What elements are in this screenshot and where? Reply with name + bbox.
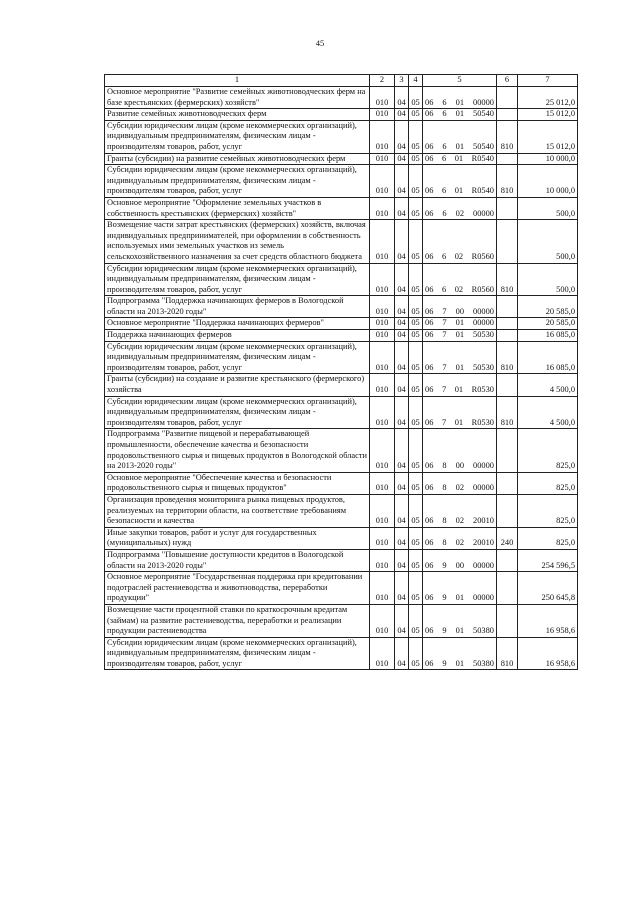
target-article-part: 50530 — [473, 330, 494, 340]
target-article-part: 01 — [455, 109, 464, 119]
table-header-row — [105, 75, 578, 87]
row-subsection-code: 05 — [409, 165, 423, 198]
column-header-7: 7 — [518, 75, 578, 87]
table-row — [105, 549, 578, 571]
row-ved-code: 010 — [370, 330, 395, 342]
target-article-part: 06 — [425, 516, 434, 526]
target-article-part: 00000 — [473, 97, 494, 107]
row-name: Подпрограмма "Развитие пищевой и перерабатывающей промышленности, обеспечение качества и безопасности продовольственного сырья и пищевых продуктов в Вологодской области на 2013-2020 годы" — [105, 429, 370, 472]
target-article-part: 7 — [441, 385, 447, 395]
row-target-article — [423, 109, 497, 121]
row-expense-type — [497, 197, 518, 219]
target-article-part: 02 — [455, 483, 464, 493]
row-section-code: 04 — [395, 341, 409, 374]
table-row — [105, 572, 578, 605]
row-section-code: 04 — [395, 429, 409, 472]
row-name: Основное мероприятие "Поддержка начинающих фермеров" — [105, 318, 370, 330]
row-subsection-code: 05 — [409, 637, 423, 670]
target-article-part: 06 — [425, 626, 434, 636]
target-article-part: 02 — [454, 284, 464, 294]
target-article-part: 8 — [442, 483, 447, 493]
row-target-article — [423, 87, 497, 109]
row-expense-type — [497, 153, 518, 165]
target-article-part: 01 — [455, 658, 464, 668]
row-section-code: 04 — [395, 263, 409, 296]
row-ved-code: 010 — [370, 165, 395, 198]
target-article-part: 00000 — [473, 306, 494, 316]
row-ved-code: 010 — [370, 494, 395, 527]
row-subsection-code: 05 — [409, 527, 423, 549]
row-name: Поддержка начинающих фермеров — [105, 330, 370, 342]
table-row — [105, 197, 578, 219]
row-section-code: 04 — [395, 604, 409, 637]
row-amount: 16 085,0 — [518, 330, 578, 342]
target-article-part: 02 — [454, 251, 464, 261]
row-target-article — [423, 572, 497, 605]
row-amount: 500,0 — [518, 220, 578, 263]
column-header-4: 4 — [409, 75, 423, 87]
row-amount: 16 958,6 — [518, 604, 578, 637]
row-amount: 500,0 — [518, 197, 578, 219]
table-body — [105, 87, 578, 670]
target-article-part: 01 — [455, 593, 464, 603]
row-name: Субсидии юридическим лицам (кроме некоммерческих организаций), индивидуальным предпринимателям, физическим лицам - производителям товаров, работ, услуг — [105, 637, 370, 670]
target-article-part: 9 — [442, 626, 447, 636]
target-article-part: 7 — [441, 417, 447, 427]
table-row — [105, 374, 578, 396]
table-row — [105, 120, 578, 153]
table-row — [105, 330, 578, 342]
row-subsection-code: 05 — [409, 330, 423, 342]
target-article-part: 06 — [425, 109, 434, 119]
table-row — [105, 341, 578, 374]
target-article-part: 06 — [425, 417, 434, 427]
row-section-code: 04 — [395, 165, 409, 198]
table-row — [105, 220, 578, 263]
row-expense-type: 810 — [497, 341, 518, 374]
row-expense-type — [497, 109, 518, 121]
row-amount: 20 585,0 — [518, 318, 578, 330]
row-expense-type — [497, 494, 518, 527]
row-expense-type — [497, 472, 518, 494]
table-row — [105, 296, 578, 318]
row-ved-code: 010 — [370, 374, 395, 396]
row-expense-type — [497, 429, 518, 472]
row-subsection-code: 05 — [409, 374, 423, 396]
target-article-part: 8 — [442, 516, 447, 526]
row-ved-code: 010 — [370, 429, 395, 472]
row-expense-type: 810 — [497, 165, 518, 198]
row-subsection-code: 05 — [409, 87, 423, 109]
column-header-2: 2 — [370, 75, 395, 87]
target-article-part: R0530 — [471, 385, 494, 395]
target-article-part: 06 — [425, 330, 434, 340]
row-ved-code: 010 — [370, 318, 395, 330]
row-amount: 15 012,0 — [518, 109, 578, 121]
row-name: Гранты (субсидии) на развитие семейных животноводческих ферм — [105, 153, 370, 165]
row-name: Основное мероприятие "Обеспечение качества и безопасности продовольственного сырья и пищевых продуктов" — [105, 472, 370, 494]
row-amount: 500,0 — [518, 263, 578, 296]
row-subsection-code: 05 — [409, 396, 423, 429]
table-row — [105, 396, 578, 429]
row-section-code: 04 — [395, 220, 409, 263]
row-ved-code: 010 — [370, 296, 395, 318]
target-article-part: 06 — [425, 153, 434, 163]
row-name: Субсидии юридическим лицам (кроме некоммерческих организаций), индивидуальным предпринимателям, физическим лицам - производителям товаров, работ, услуг — [105, 263, 370, 296]
row-target-article — [423, 374, 497, 396]
row-expense-type — [497, 330, 518, 342]
target-article-part: R0560 — [471, 251, 494, 261]
row-ved-code: 010 — [370, 549, 395, 571]
target-article-part: 6 — [441, 284, 447, 294]
row-ved-code: 010 — [370, 396, 395, 429]
row-expense-type — [497, 296, 518, 318]
row-section-code: 04 — [395, 472, 409, 494]
row-section-code: 04 — [395, 330, 409, 342]
row-amount: 250 645,8 — [518, 572, 578, 605]
row-subsection-code: 05 — [409, 549, 423, 571]
target-article-part: 06 — [425, 362, 434, 372]
table-row — [105, 87, 578, 109]
row-target-article — [423, 527, 497, 549]
row-ved-code: 010 — [370, 572, 395, 605]
row-ved-code: 010 — [370, 87, 395, 109]
row-name: Основное мероприятие "Государственная поддержка при кредитовании подотраслей растениеводства и животноводства, переработки продукции" — [105, 572, 370, 605]
row-expense-type — [497, 374, 518, 396]
target-article-part: 06 — [425, 461, 434, 471]
row-amount: 254 596,5 — [518, 549, 578, 571]
target-article-part: 01 — [454, 385, 464, 395]
table-row — [105, 472, 578, 494]
target-article-part: 7 — [442, 330, 447, 340]
row-ved-code: 010 — [370, 120, 395, 153]
column-header-3: 3 — [395, 75, 409, 87]
row-ved-code: 010 — [370, 153, 395, 165]
row-expense-type: 810 — [497, 637, 518, 670]
target-article-part: 6 — [442, 109, 447, 119]
row-amount: 825,0 — [518, 494, 578, 527]
row-name: Организация проведения мониторинга рынка пищевых продуктов, реализуемых на территории области, на соответствие требованиям безопасности и качества — [105, 494, 370, 527]
row-section-code: 04 — [395, 109, 409, 121]
row-subsection-code: 05 — [409, 109, 423, 121]
row-ved-code: 010 — [370, 472, 395, 494]
row-subsection-code: 05 — [409, 604, 423, 637]
row-subsection-code: 05 — [409, 572, 423, 605]
row-target-article — [423, 296, 497, 318]
target-article-part: 20010 — [473, 516, 494, 526]
row-subsection-code: 05 — [409, 120, 423, 153]
row-section-code: 04 — [395, 197, 409, 219]
row-subsection-code: 05 — [409, 318, 423, 330]
row-target-article — [423, 637, 497, 670]
target-article-part: 06 — [425, 483, 434, 493]
table-row — [105, 165, 578, 198]
target-article-part: R0540 — [471, 153, 494, 163]
target-article-part: 01 — [454, 186, 464, 196]
target-article-part: 50380 — [473, 658, 494, 668]
target-article-part: 06 — [425, 208, 434, 218]
target-article-part: 06 — [425, 284, 434, 294]
row-subsection-code: 05 — [409, 220, 423, 263]
row-ved-code: 010 — [370, 637, 395, 670]
table-row — [105, 318, 578, 330]
target-article-part: 06 — [425, 560, 434, 570]
target-article-part: 02 — [455, 516, 464, 526]
target-article-part: R0530 — [471, 417, 494, 427]
row-subsection-code: 05 — [409, 494, 423, 527]
target-article-part: 50530 — [473, 362, 494, 372]
target-article-part: 20010 — [473, 538, 494, 548]
target-article-part: 06 — [425, 186, 434, 196]
row-ved-code: 010 — [370, 220, 395, 263]
row-subsection-code: 05 — [409, 341, 423, 374]
row-name: Субсидии юридическим лицам (кроме некоммерческих организаций), индивидуальным предпринимателям, физическим лицам - производителям товаров, работ, услуг — [105, 120, 370, 153]
target-article-part: 7 — [442, 306, 447, 316]
row-amount: 825,0 — [518, 527, 578, 549]
row-amount: 25 012,0 — [518, 87, 578, 109]
target-article-part: R0540 — [471, 186, 494, 196]
table-row — [105, 494, 578, 527]
target-article-part: 00000 — [473, 318, 494, 328]
row-subsection-code: 05 — [409, 296, 423, 318]
target-article-part: 7 — [442, 362, 447, 372]
target-article-part: 06 — [425, 385, 434, 395]
target-article-part: 01 — [455, 362, 464, 372]
row-name: Подпрограмма "Повышение доступности кредитов в Вологодской области на 2013-2020 годы" — [105, 549, 370, 571]
row-name: Субсидии юридическим лицам (кроме некоммерческих организаций), индивидуальным предпринимателям, физическим лицам - производителям товаров, работ, услуг — [105, 341, 370, 374]
target-article-part: 9 — [442, 560, 447, 570]
row-target-article — [423, 197, 497, 219]
row-section-code: 04 — [395, 296, 409, 318]
row-name: Развитие семейных животноводческих ферм — [105, 109, 370, 121]
row-amount: 10 000,0 — [518, 153, 578, 165]
row-ved-code: 010 — [370, 197, 395, 219]
row-name: Субсидии юридическим лицам (кроме некоммерческих организаций), индивидуальным предпринимателям, физическим лицам - производителям товаров, работ, услуг — [105, 396, 370, 429]
row-target-article — [423, 318, 497, 330]
row-expense-type: 810 — [497, 263, 518, 296]
target-article-part: 00000 — [473, 461, 494, 471]
row-name: Основное мероприятие "Оформление земельных участков в собственность крестьянских (фермерских) хозяйств" — [105, 197, 370, 219]
row-section-code: 04 — [395, 87, 409, 109]
target-article-part: 01 — [455, 97, 464, 107]
target-article-part: 9 — [442, 658, 447, 668]
row-name: Иные закупки товаров, работ и услуг для государственных (муниципальных) нужд — [105, 527, 370, 549]
row-expense-type — [497, 549, 518, 571]
target-article-part: 01 — [455, 626, 464, 636]
target-article-part: 6 — [442, 208, 447, 218]
row-subsection-code: 05 — [409, 472, 423, 494]
row-subsection-code: 05 — [409, 263, 423, 296]
column-header-1: 1 — [105, 75, 370, 87]
target-article-part: R0560 — [471, 284, 494, 294]
target-article-part: 00 — [455, 461, 464, 471]
row-amount: 16 958,6 — [518, 637, 578, 670]
row-amount: 20 585,0 — [518, 296, 578, 318]
page-number: 45 — [315, 38, 325, 48]
target-article-part: 00000 — [473, 593, 494, 603]
row-target-article — [423, 120, 497, 153]
row-section-code: 04 — [395, 572, 409, 605]
row-amount: 15 012,0 — [518, 120, 578, 153]
table-row — [105, 527, 578, 549]
target-article-part: 6 — [442, 141, 447, 151]
row-ved-code: 010 — [370, 109, 395, 121]
row-section-code: 04 — [395, 318, 409, 330]
row-section-code: 04 — [395, 527, 409, 549]
target-article-part: 6 — [441, 153, 447, 163]
row-amount: 825,0 — [518, 429, 578, 472]
target-article-part: 06 — [425, 141, 434, 151]
row-subsection-code: 05 — [409, 429, 423, 472]
budget-table — [104, 74, 578, 670]
row-section-code: 04 — [395, 120, 409, 153]
row-amount: 4 500,0 — [518, 396, 578, 429]
row-target-article — [423, 263, 497, 296]
table-row — [105, 153, 578, 165]
target-article-part: 8 — [442, 538, 447, 548]
column-header-6: 6 — [497, 75, 518, 87]
row-ved-code: 010 — [370, 341, 395, 374]
table-row — [105, 637, 578, 670]
target-article-part: 06 — [425, 538, 434, 548]
row-ved-code: 010 — [370, 263, 395, 296]
target-article-part: 8 — [442, 461, 447, 471]
target-article-part: 50380 — [473, 626, 494, 636]
target-article-part: 00000 — [473, 208, 494, 218]
row-expense-type — [497, 87, 518, 109]
row-expense-type — [497, 318, 518, 330]
row-name: Основное мероприятие "Развитие семейных животноводческих ферм на базе крестьянских (фермерских) хозяйств" — [105, 87, 370, 109]
row-target-article — [423, 604, 497, 637]
row-subsection-code: 05 — [409, 197, 423, 219]
row-expense-type: 810 — [497, 120, 518, 153]
row-target-article — [423, 165, 497, 198]
row-amount: 16 085,0 — [518, 341, 578, 374]
target-article-part: 9 — [442, 593, 447, 603]
row-expense-type: 810 — [497, 396, 518, 429]
row-expense-type — [497, 604, 518, 637]
row-target-article — [423, 494, 497, 527]
target-article-part: 01 — [454, 153, 464, 163]
row-target-article — [423, 549, 497, 571]
row-target-article — [423, 472, 497, 494]
column-header-5: 5 — [423, 75, 497, 87]
row-target-article — [423, 330, 497, 342]
row-section-code: 04 — [395, 549, 409, 571]
row-target-article — [423, 153, 497, 165]
row-target-article — [423, 341, 497, 374]
row-ved-code: 010 — [370, 527, 395, 549]
target-article-part: 00 — [455, 306, 464, 316]
row-section-code: 04 — [395, 153, 409, 165]
target-article-part: 6 — [442, 97, 447, 107]
row-subsection-code: 05 — [409, 153, 423, 165]
row-expense-type — [497, 220, 518, 263]
row-amount: 4 500,0 — [518, 374, 578, 396]
target-article-part: 06 — [425, 97, 434, 107]
target-article-part: 7 — [442, 318, 447, 328]
target-article-part: 01 — [455, 318, 464, 328]
target-article-part: 50540 — [473, 141, 494, 151]
row-section-code: 04 — [395, 494, 409, 527]
row-name: Возмещение части процентной ставки по краткосрочным кредитам (займам) на развитие растениеводства, переработки и реализации продукции растениеводства — [105, 604, 370, 637]
target-article-part: 50540 — [473, 109, 494, 119]
row-name: Подпрограмма "Поддержка начинающих фермеров в Вологодской области на 2013-2020 годы" — [105, 296, 370, 318]
row-name: Возмещение части затрат крестьянских (фермерских) хозяйств, включая индивидуальных предпринимателей, при оформлении в собственность используемых ими земельных участков из земель сельскохозяйственного назначения за счет средств областного бюджета — [105, 220, 370, 263]
target-article-part: 02 — [455, 538, 464, 548]
target-article-part: 00000 — [473, 483, 494, 493]
target-article-part: 01 — [455, 330, 464, 340]
table-row — [105, 109, 578, 121]
target-article-part: 06 — [425, 593, 434, 603]
row-target-article — [423, 220, 497, 263]
target-article-part: 06 — [425, 658, 434, 668]
row-target-article — [423, 396, 497, 429]
target-article-part: 06 — [425, 306, 434, 316]
row-section-code: 04 — [395, 396, 409, 429]
row-name: Субсидии юридическим лицам (кроме некоммерческих организаций), индивидуальным предпринимателям, физическим лицам - производителям товаров, работ, услуг — [105, 165, 370, 198]
target-article-part: 06 — [425, 318, 434, 328]
row-section-code: 04 — [395, 637, 409, 670]
row-expense-type: 240 — [497, 527, 518, 549]
row-name: Гранты (субсидии) на создание и развитие крестьянского (фермерского) хозяйства — [105, 374, 370, 396]
row-amount: 825,0 — [518, 472, 578, 494]
target-article-part: 6 — [441, 186, 447, 196]
table-row — [105, 604, 578, 637]
target-article-part: 02 — [455, 208, 464, 218]
target-article-part: 01 — [454, 417, 464, 427]
target-article-part: 6 — [441, 251, 447, 261]
target-article-part: 01 — [455, 141, 464, 151]
row-expense-type — [497, 572, 518, 605]
table-row — [105, 263, 578, 296]
row-amount: 10 000,0 — [518, 165, 578, 198]
row-section-code: 04 — [395, 374, 409, 396]
target-article-part: 06 — [425, 251, 434, 261]
row-ved-code: 010 — [370, 604, 395, 637]
target-article-part: 00 — [455, 560, 464, 570]
row-target-article — [423, 429, 497, 472]
table-row — [105, 429, 578, 472]
target-article-part: 00000 — [473, 560, 494, 570]
